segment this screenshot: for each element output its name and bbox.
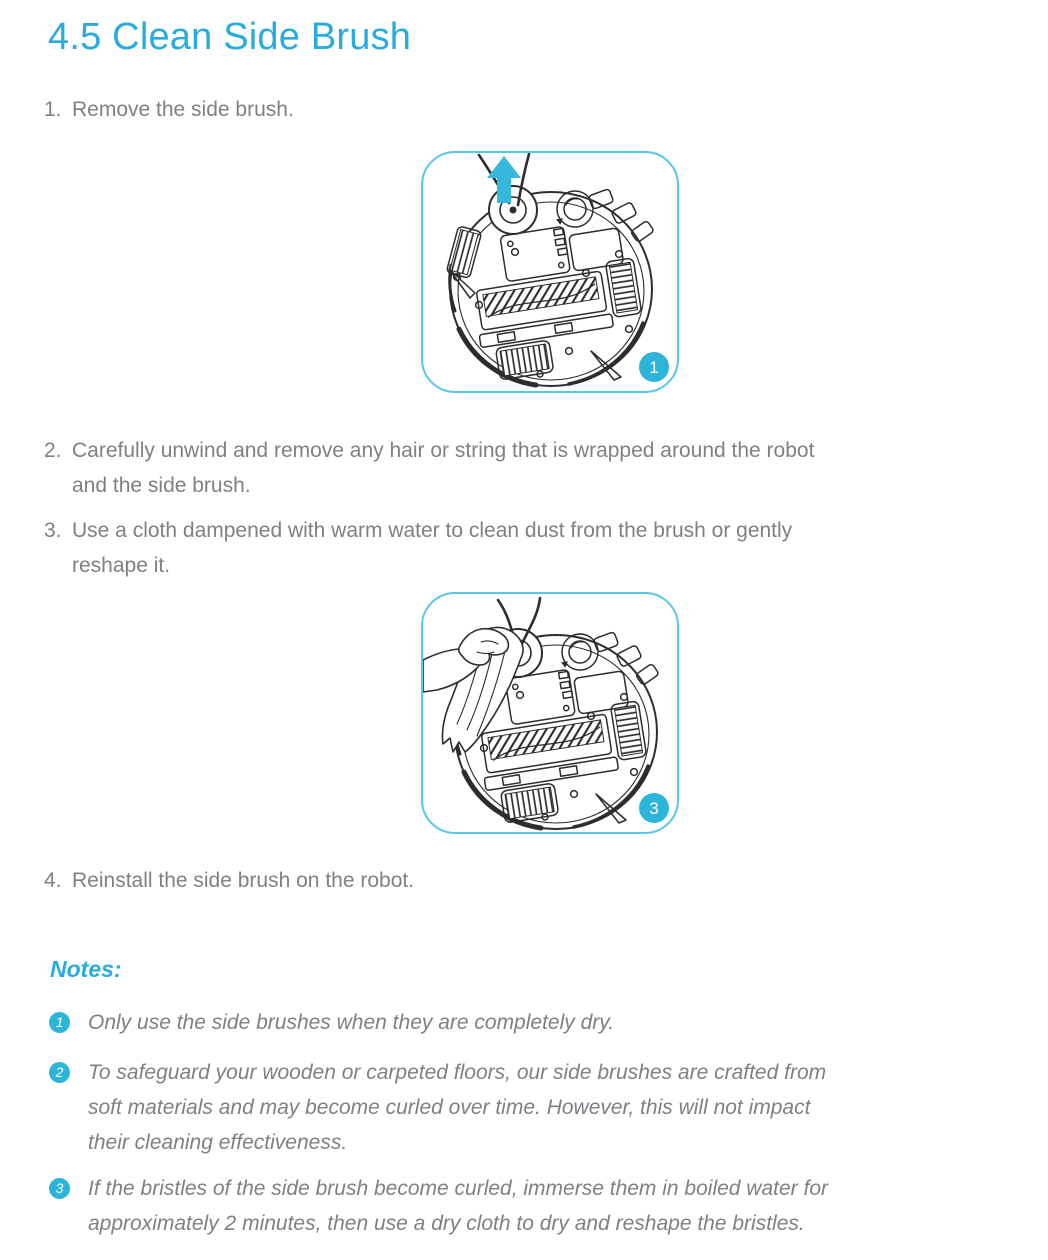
step-4 — [44, 863, 1004, 898]
step-text-line: Remove the side brush. — [72, 98, 294, 121]
note-text-line: their cleaning effectiveness. — [88, 1131, 348, 1154]
note-item — [44, 1005, 1004, 1040]
note-number-badge: 1 — [49, 1012, 70, 1033]
note-text-line: If the bristles of the side brush become curled, immerse them in boiled water for — [88, 1177, 829, 1200]
figure-badge-number: 3 — [649, 799, 659, 818]
figure-clean-side-brush — [421, 592, 679, 834]
step-text-line: Reinstall the side brush on the robot. — [72, 869, 415, 892]
step-number: 2. — [44, 439, 62, 462]
step-number: 4. — [44, 869, 62, 892]
hand-with-cloth — [423, 627, 523, 752]
figure-badge — [639, 352, 669, 382]
note-text-line: Only use the side brushes when they are completely dry. — [88, 1011, 615, 1034]
figure-badge-number: 1 — [649, 358, 659, 377]
step-text-line: reshape it. — [72, 554, 171, 577]
step-text-line: Carefully unwind and remove any hair or string that is wrapped around the robot — [72, 439, 815, 462]
step-text-line: and the side brush. — [72, 474, 251, 497]
note-text-line: approximately 2 minutes, then use a dry cloth to dry and reshape the bristles. — [88, 1212, 805, 1235]
notes-heading: Notes: — [50, 956, 122, 982]
section-title: 4.5 Clean Side Brush — [48, 16, 412, 58]
step-text-line: Use a cloth dampened with warm water to clean dust from the brush or gently — [72, 519, 793, 542]
note-item — [44, 1055, 1004, 1160]
note-item — [44, 1171, 1004, 1241]
note-number-badge: 2 — [49, 1062, 70, 1083]
step-3 — [44, 513, 1004, 583]
step-2 — [44, 433, 1004, 503]
note-number-badge: 3 — [49, 1178, 70, 1199]
robot-bottom-illustration — [423, 594, 677, 832]
figure-remove-side-brush — [421, 151, 679, 393]
note-text-line: To safeguard your wooden or carpeted floors, our side brushes are crafted from — [88, 1061, 827, 1084]
note-text-line: soft materials and may become curled over time. However, this will not impact — [88, 1096, 811, 1119]
robot-bottom-illustration — [423, 153, 677, 391]
figure-badge — [639, 793, 669, 823]
step-1 — [44, 92, 1004, 127]
step-number: 3. — [44, 519, 62, 542]
step-number: 1. — [44, 98, 62, 121]
